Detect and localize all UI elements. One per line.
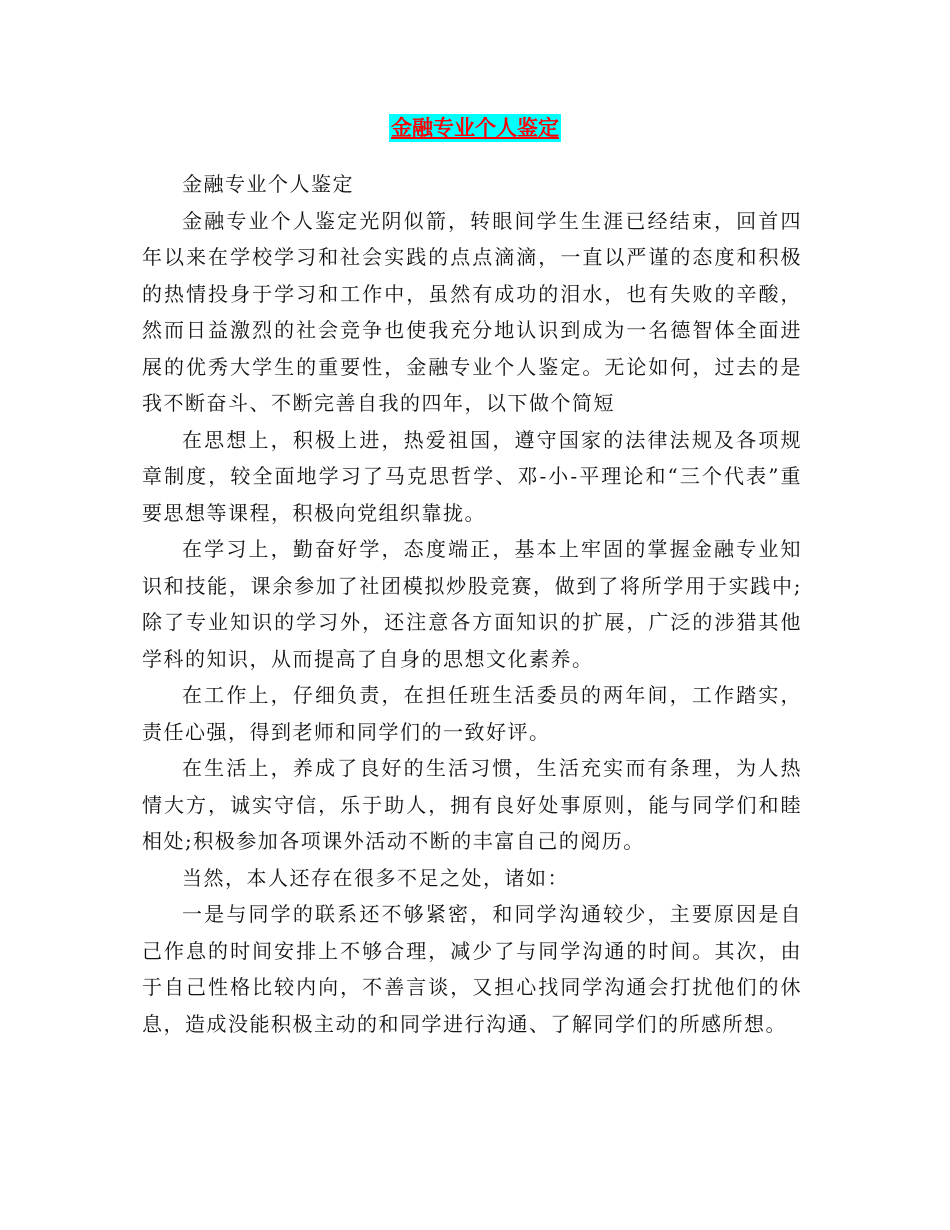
paragraph-shortcoming-one: 一是与同学的联系还不够紧密，和同学沟通较少，主要原因是自己作息的时间安排上不够合理，减少了与同学沟通的时间。其次，由于自己性格比较内向，不善言谈，又担心找同学沟通会打扰他们的休息，造成没能积极主动的和同学进行沟通、了解同学们的所感所想。 bbox=[142, 902, 802, 1036]
paragraph-heading: 金融专业个人鉴定 bbox=[182, 172, 354, 196]
document-body bbox=[142, 166, 802, 1042]
paragraph-intro: 金融专业个人鉴定光阴似箭，转眼间学生生涯已经结束，回首四年以来在学校学习和社会实践的点点滴滴，一直以严谨的态度和积极的热情投身于学习和工作中，虽然有成功的泪水，也有失败的辛酸，然而日益激烈的社会竞争也使我充分地认识到成为一名德智体全面进展的优秀大学生的重要性，金融专业个人鉴定。无论如何，过去的是我不断奋斗、不断完善自我的四年，以下做个简短 bbox=[142, 208, 802, 415]
paragraph-life: 在生活上，养成了良好的生活习惯，生活充实而有条理，为人热情大方，诚实守信，乐于助人，拥有良好处事原则，能与同学们和睦相处;积极参加各项课外活动不断的丰富自己的阅历。 bbox=[142, 756, 802, 853]
paragraph-work: 在工作上，仔细负责，在担任班生活委员的两年间，工作踏实，责任心强，得到老师和同学们的一致好评。 bbox=[142, 683, 802, 744]
document-title-text: 金融专业个人鉴定 bbox=[391, 116, 559, 140]
paragraph-shortcomings-intro: 当然，本人还存在很多不足之处，诸如： bbox=[182, 865, 569, 890]
document-title bbox=[0, 110, 950, 149]
paragraph-study: 在学习上，勤奋好学，态度端正，基本上牢固的掌握金融专业知识和技能，课余参加了社团模拟炒股竞赛，做到了将所学用于实践中;除了专业知识的学习外，还注意各方面知识的扩展，广泛的涉猎其他学科的知识，从而提高了自身的思想文化素养。 bbox=[142, 537, 802, 671]
paragraph-thought: 在思想上，积极上进，热爱祖国，遵守国家的法律法规及各项规章制度，较全面地学习了马克思哲学、邓-小-平理论和“三个代表”重要思想等课程，积极向党组织靠拢。 bbox=[142, 427, 802, 525]
